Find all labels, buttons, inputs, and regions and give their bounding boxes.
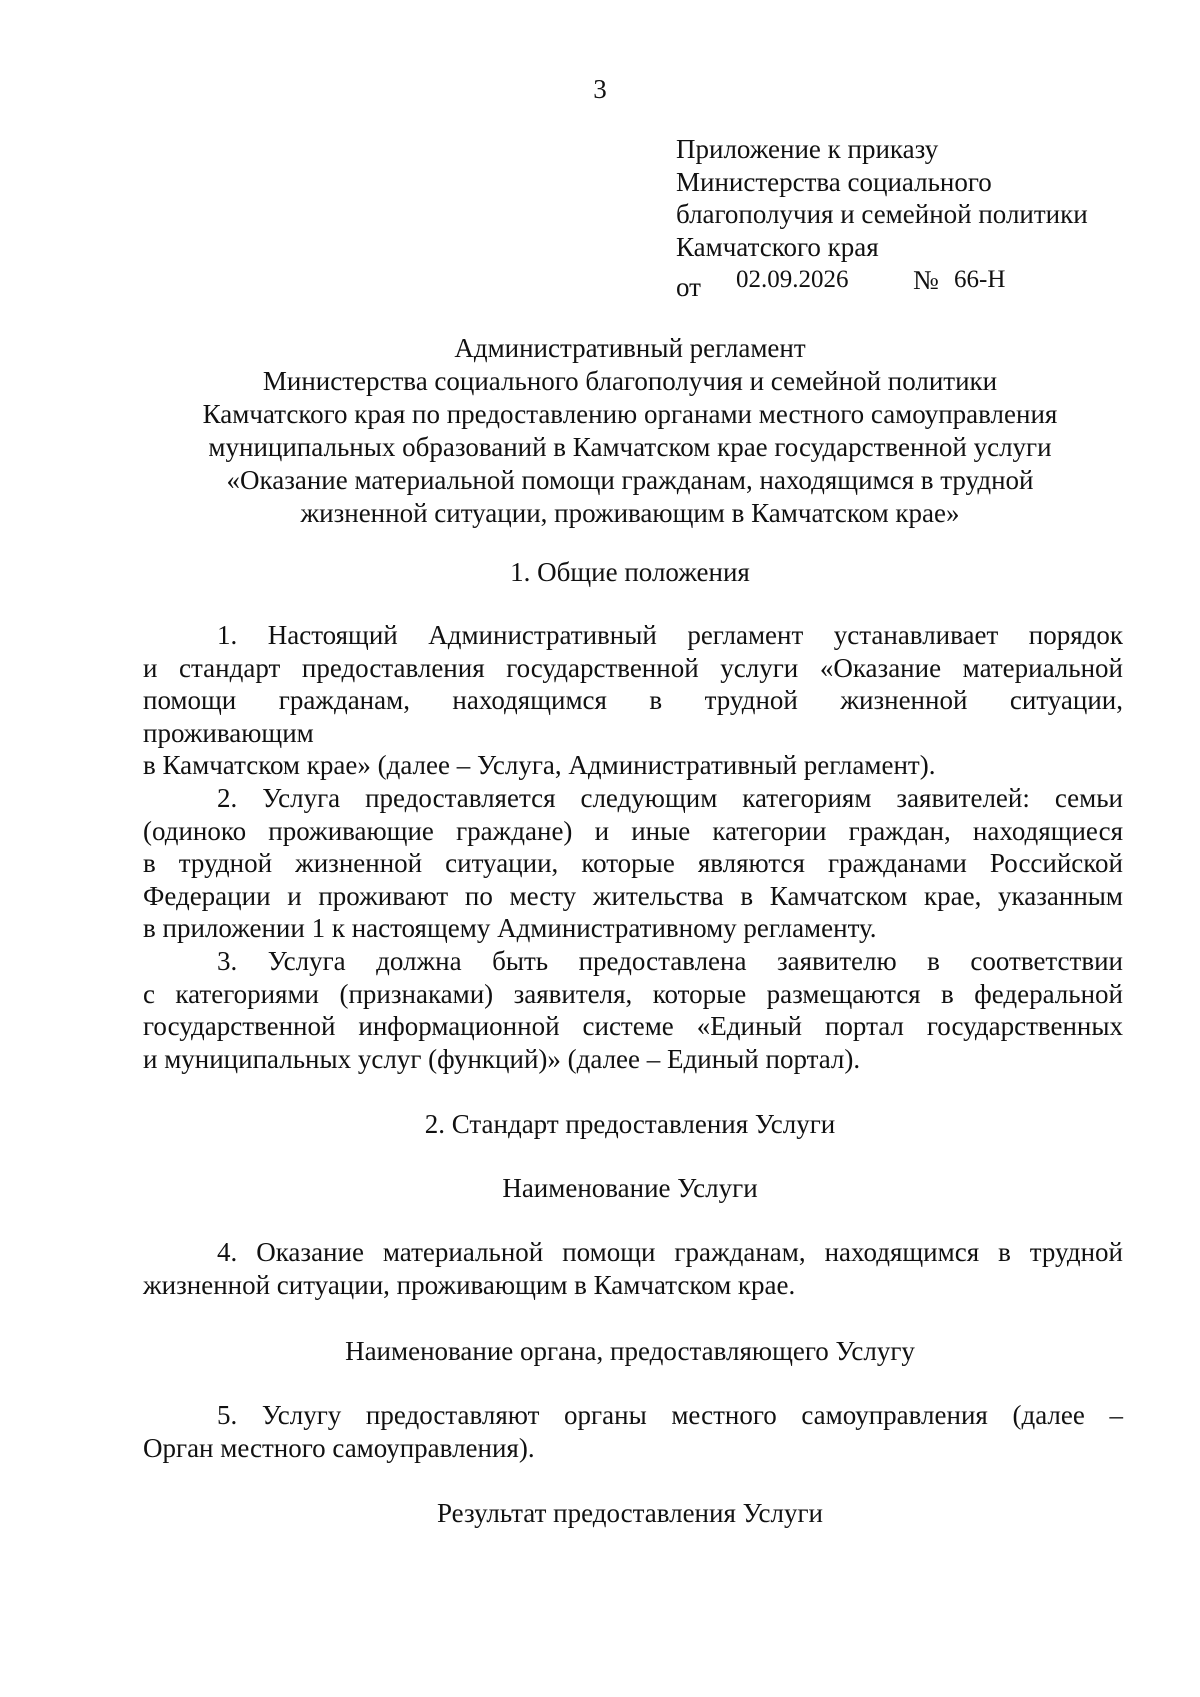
section-1-body (143, 619, 1123, 1075)
document-title (140, 332, 1120, 530)
paragraph-line: жизненной ситуации, проживающим в Камчатском крае. (143, 1269, 796, 1300)
approval-ot-label: от (676, 272, 701, 302)
paragraph-line: проживающим (143, 717, 314, 748)
paragraph-line: и стандарт предоставления государственной услуги «Оказание материальной (143, 652, 1123, 683)
paragraph-line: Федерации и проживают по месту жительства в Камчатском крае, указанным (143, 880, 1123, 911)
approval-number: 66-Н (954, 266, 1006, 293)
subheading-result: Результат предоставления Услуги (437, 1498, 823, 1528)
title-line: Камчатского края по предоставлению органами местного самоуправления (202, 399, 1058, 429)
approval-date-row (676, 265, 1196, 301)
paragraph-2 (143, 782, 1123, 945)
paragraph-line: (одиноко проживающие граждане) и иные категории граждан, находящиеся (143, 815, 1123, 846)
approval-number-sign: № (913, 265, 939, 295)
paragraph-line: 2. Услуга предоставляется следующим категориям заявителей: семьи (217, 782, 1123, 813)
approval-line: Министерства социального (676, 166, 992, 197)
title-line: Министерства социального благополучия и семейной политики (262, 366, 998, 396)
approval-line: благополучия и семейной политики (676, 199, 1088, 229)
approval-line: Приложение к приказу (676, 134, 939, 164)
paragraph-line: 4. Оказание материальной помощи гражданам, находящимся в трудной (217, 1237, 1123, 1267)
paragraph-1 (143, 619, 1123, 782)
paragraph-line: Орган местного самоуправления). (143, 1432, 535, 1463)
section-2-heading: 2. Стандарт предоставления Услуги (424, 1109, 836, 1139)
page-number: 3 (593, 74, 607, 104)
paragraph-5 (143, 1399, 1123, 1464)
paragraph-line: в Камчатском крае» (далее – Услуга, Административный регламент). (143, 750, 936, 781)
subheading-authority: Наименование органа, предоставляющего Услугу (345, 1336, 915, 1366)
paragraph-line: с категориями (признаками) заявителя, которые размещаются в федеральной (143, 978, 1123, 1009)
approval-block (676, 133, 1196, 301)
paragraph-line: 5. Услугу предоставляют органы местного самоуправления (далее – (217, 1400, 1123, 1430)
paragraph-line: государственной информационной системе «Единый портал государственных (143, 1011, 1123, 1042)
paragraph-line: 3. Услуга должна быть предоставлена заявителю в соответствии (217, 945, 1123, 976)
title-line: Административный регламент (454, 333, 806, 363)
section-1-heading: 1. Общие положения (510, 557, 750, 587)
title-line: жизненной ситуации, проживающим в Камчатском крае» (300, 498, 960, 528)
title-line: муниципальных образований в Камчатском крае государственной услуги (208, 432, 1052, 462)
paragraph-line: в приложении 1 к настоящему Административному регламенту. (143, 913, 877, 944)
paragraph-line: помощи гражданам, находящимся в трудной жизненной ситуации, (143, 685, 1123, 716)
subheading-service-name: Наименование Услуги (502, 1173, 758, 1203)
paragraph-line: в трудной жизненной ситуации, которые являются гражданами Российской (143, 848, 1123, 879)
paragraph-4 (143, 1236, 1123, 1301)
title-line: «Оказание материальной помощи гражданам, находящимся в трудной (226, 465, 1034, 495)
paragraph-3 (143, 945, 1123, 1075)
paragraph-line: 1. Настоящий Административный регламент устанавливает порядок (217, 620, 1123, 650)
approval-line: Камчатского края (676, 231, 879, 262)
approval-date: 02.09.2026 (736, 266, 849, 293)
paragraph-line: и муниципальных услуг (функций)» (далее – Единый портал). (143, 1043, 861, 1074)
